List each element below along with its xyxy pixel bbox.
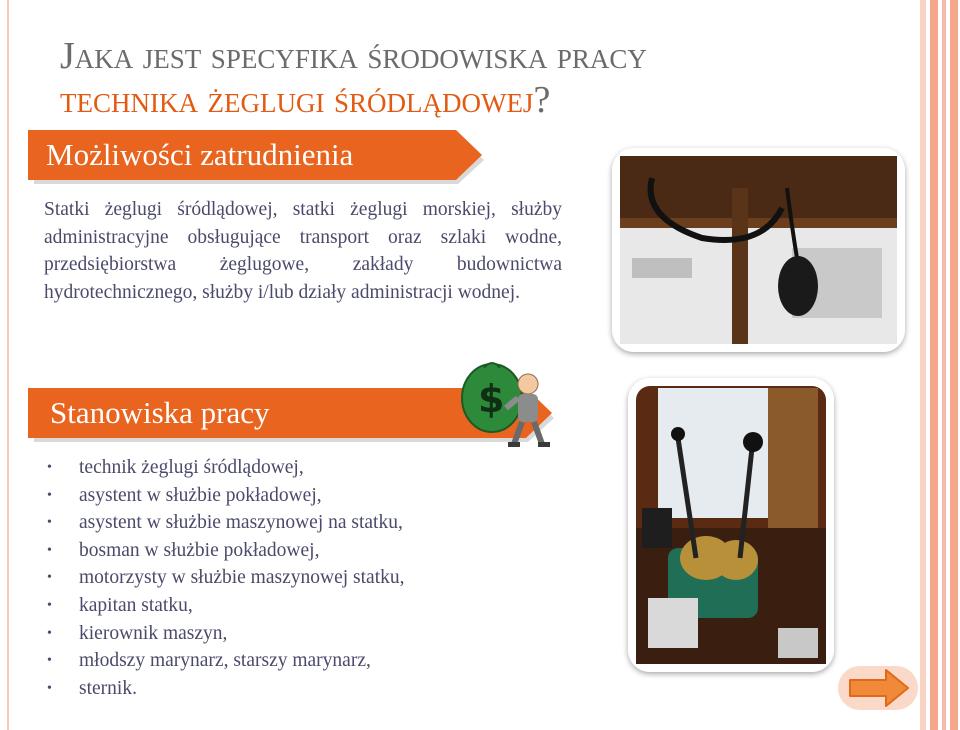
cabin-intercom-photo xyxy=(612,148,905,352)
position-label: asystent w służbie pokładowej, xyxy=(79,484,322,506)
bullet-icon: • xyxy=(47,653,52,669)
bullet-icon: • xyxy=(47,625,52,641)
positions-list xyxy=(44,454,584,702)
position-list-item xyxy=(44,454,584,482)
title-line1: aka jest specyfika środowiska pracy xyxy=(74,35,647,77)
title-initial: J xyxy=(60,35,75,77)
title-accent: technika żeglugi śródlądowej xyxy=(60,79,534,121)
employment-paragraph: Statki żeglugi śródlądowej, statki żeglugi morskiej, służby administracyjne obsługujące transport oraz szlaki wodne, przedsiębiorstwa żeglugowe, zakłady budownictwa hydrotechnicznego, służby i/lub działy administracji wodnej. xyxy=(44,199,562,303)
position-label: technik żeglugi śródlądowej, xyxy=(79,457,304,478)
positions-heading: Stanowiska pracy xyxy=(50,395,270,430)
bullet-icon: • xyxy=(47,570,52,586)
bullet-icon: • xyxy=(47,515,52,531)
position-list-item xyxy=(44,592,584,620)
svg-text:$: $ xyxy=(478,377,505,421)
position-label: motorzysty w służbie maszynowej statku, xyxy=(79,567,405,589)
position-list-item xyxy=(44,509,584,537)
position-list-item xyxy=(44,647,584,675)
left-border-line xyxy=(7,0,9,730)
position-label: młodszy marynarz, starszy marynarz, xyxy=(79,650,371,672)
engine-control-levers-photo xyxy=(628,378,834,672)
right-decorative-stripes xyxy=(920,0,960,730)
position-label: asystent w służbie maszynowej na statku, xyxy=(79,512,403,534)
position-label: kapitan statku, xyxy=(79,594,193,616)
money-bag-man-icon xyxy=(456,354,552,458)
position-list-item xyxy=(44,564,584,592)
position-label: kierownik maszyn, xyxy=(79,622,228,644)
title-question-mark: ? xyxy=(533,79,551,121)
bullet-icon: • xyxy=(47,680,52,696)
bullet-icon: • xyxy=(47,542,52,558)
bullet-icon: • xyxy=(47,460,52,475)
position-list-item xyxy=(44,675,584,703)
position-list-item xyxy=(44,620,584,648)
employment-heading-banner xyxy=(28,130,488,180)
bullet-icon: • xyxy=(47,487,52,503)
next-slide-arrow-icon[interactable] xyxy=(836,662,922,718)
position-list-item xyxy=(44,482,584,510)
position-list-item xyxy=(44,537,584,565)
employment-heading: Możliwości zatrudnienia xyxy=(46,137,354,172)
position-label: sternik. xyxy=(79,677,137,699)
bullet-icon: • xyxy=(47,597,52,613)
slide-title xyxy=(60,34,860,122)
position-label: bosman w służbie pokładowej, xyxy=(79,539,320,561)
